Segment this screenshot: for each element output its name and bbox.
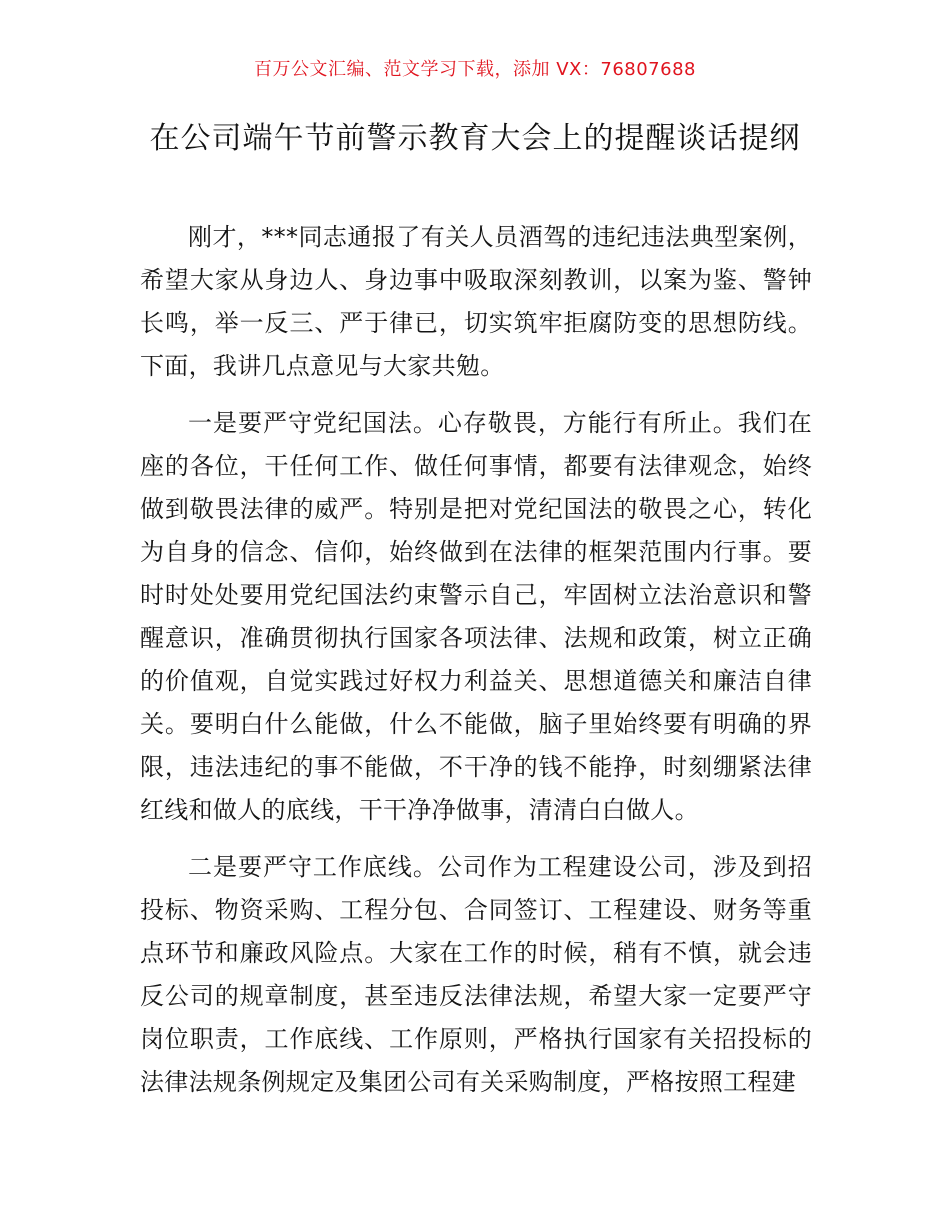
document-body xyxy=(140,216,812,1104)
paragraph-point-two: 二是要严守工作底线。公司作为工程建设公司，涉及到招投标、物资采购、工程分包、合同签订、工程建设、财务等重点环节和廉政风险点。大家在工作的时候，稍有不慎，就会违反公司的规章制度，甚至违反法律法规，希望大家一定要严守岗位职责，工作底线、工作原则，严格执行国家有关招投标的法律法规条例规定及集团公司有关采购制度，严格按照工程建 xyxy=(140,853,812,1096)
paragraph-intro: 刚才，***同志通报了有关人员酒驾的违纪违法典型案例，希望大家从身边人、身边事中吸取深刻教训，以案为鉴、警钟长鸣，举一反三、严于律已，切实筑牢拒腐防变的思想防线。下面，我讲几点意见与大家共勉。 xyxy=(140,223,812,380)
paragraph-point-one: 一是要严守党纪国法。心存敬畏，方能行有所止。我们在座的各位，干任何工作、做任何事情，都要有法律观念，始终做到敬畏法律的威严。特别是把对党纪国法的敬畏之心，转化为自身的信念、信仰，始终做到在法律的框架范围内行事。要时时处处要用党纪国法约束警示自己，牢固树立法治意识和警醒意识，准确贯彻执行国家各项法律、法规和政策，树立正确的价值观，自觉实践过好权力利益关、思想道德关和廉洁自律关。要明白什么能做，什么不能做，脑子里始终要有明确的界限，违法违纪的事不能做，不干净的钱不能挣，时刻绷紧法律红线和做人的底线，干干净净做事，清清白白做人。 xyxy=(140,409,812,824)
document-title: 在公司端午节前警示教育大会上的提醒谈话提纲 xyxy=(149,121,801,156)
watermark-banner: 百万公文汇编、范文学习下载，添加 VX：76807688 xyxy=(254,59,696,80)
